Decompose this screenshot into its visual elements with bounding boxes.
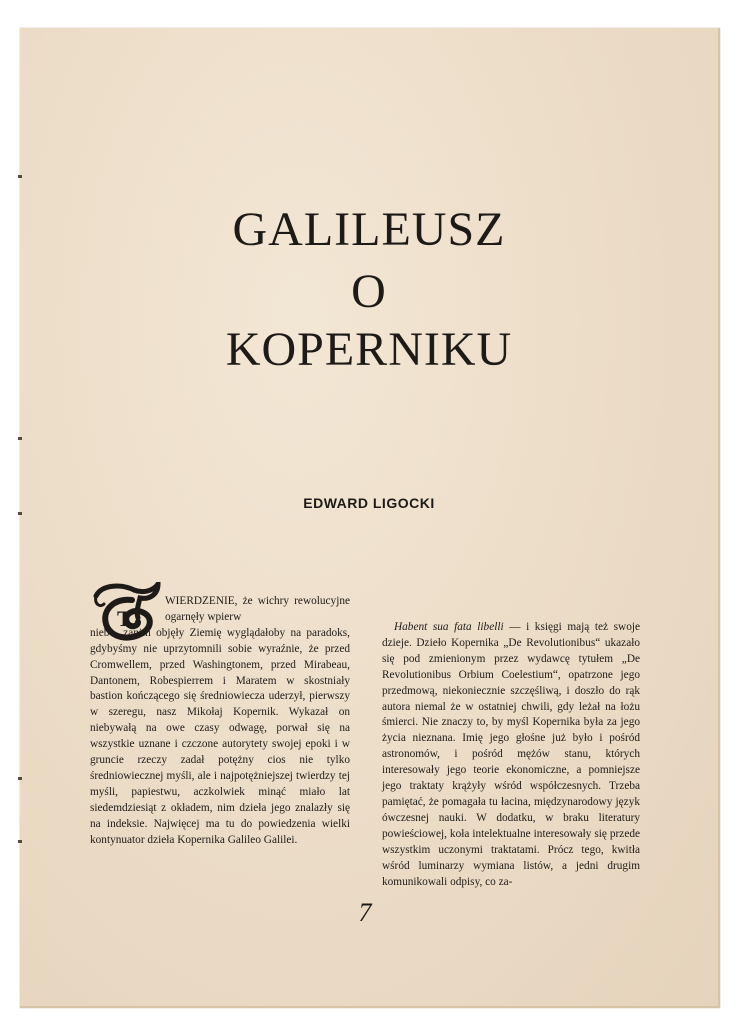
left-column-first: WIERDZENIE, że wichry rewolucyjne ogarnęły wpierw <box>165 595 350 623</box>
title-line-1: GALILEUSZ <box>232 203 506 256</box>
left-column <box>90 594 350 849</box>
author-byline: EDWARD LIGOCKI <box>303 495 435 511</box>
binding-hole-mark <box>18 840 22 843</box>
binding-hole-mark <box>18 437 22 440</box>
left-column-rest: niebo, zanim objęły Ziemię wyglądałoby na paradoks, gdybyśmy nie uprzytomnili sobie wyraźnie, że przed Cromwellem, przed Washingtonem, przed Mirabeau, Dantonem, Robespierrem i Maratem w skostniały bastion kończącego się średniowiecza uderzył, pierwszy w szeregu, nasz Mikołaj Kopernik. Wykazał on niebywałą na owe czasy odwagę, porwał się na wszystkie uznane i czczone autorytety swojej epoki i w gruncie rzeczy zadał potężny cios nie tylko średniowiecznej myśli, ale i najpotężniejszej twierdzy tej myśli, papiestwu, aczkolwiek minąć miało lat siedemdziesiąt z okładem, nim dzieła jego znalazły się na indeksie. Najwięcej ma tu do powiedzenia wielki kontynuator dzieła Kopernika Galileo Galilei. <box>90 626 350 846</box>
binding-hole-mark <box>18 512 22 515</box>
title-line-2: O <box>351 265 387 318</box>
magazine-page <box>20 28 720 1008</box>
title-line-3: KOPERNIKU <box>225 323 513 376</box>
binding-hole-mark <box>18 777 22 780</box>
right-column-latin: Habent sua fata libelli <box>394 621 504 633</box>
page-number: 7 <box>358 898 372 927</box>
dropcap-letter: T <box>117 606 132 631</box>
right-column-body: — i księgi mają też swoje dzieje. Dzieło Kopernika „De Revolutionibus“ ukazało się pod zmienionym przez wydawcę tytułem „De Revolutionibus Orbium Coelestium“, opatrzone jego przedmową, niekoniecznie szczęśliwą, i doszło do rąk autora niemal że w ostatniej chwili, gdy leżał na łożu śmierci. Nie znaczy to, by myśl Kopernika była za jego życia nieznana. Imię jego głośne już było i pośród astronomów, i pośród mężów stanu, których interesowały jego teorie ekonomiczne, a pomniejsze jego traktaty krążyły wśród współczesnych. Trzeba pamiętać, że pomagała tu łacina, międzynarodowy język ówczesnej nauki. W dodatku, w braku literatury powieściowej, koła intelektualne interesowały się przede wszystkim uczonymi traktatami. Prócz tego, kwitła wśród luminarzy wymiana listów, a jedni drugim komunikowali odpisy, co za- <box>382 621 640 888</box>
right-column <box>382 620 640 890</box>
binding-hole-mark <box>18 175 22 178</box>
